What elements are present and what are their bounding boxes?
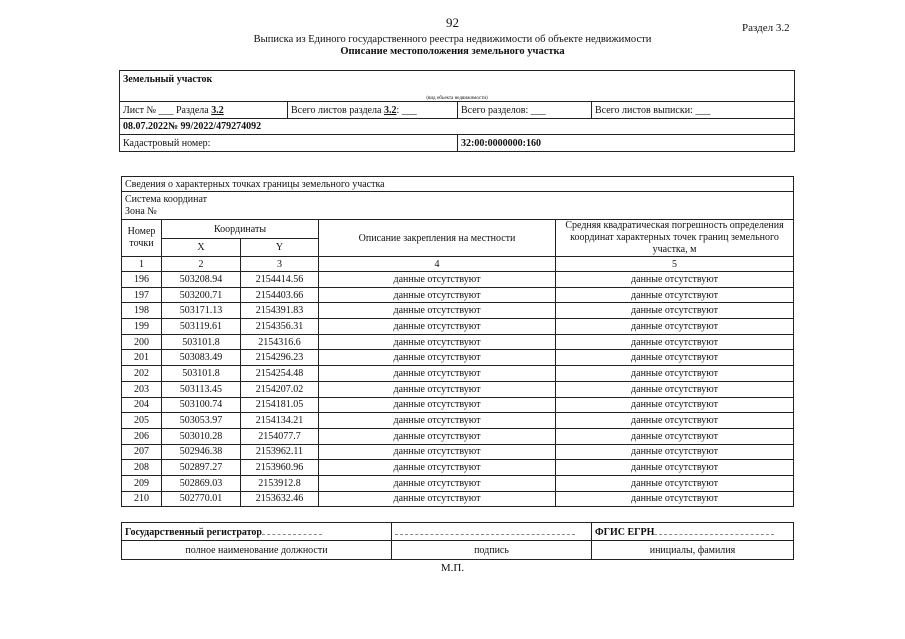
point-description: данные отсутствуют xyxy=(319,272,556,288)
point-error: данные отсутствуют xyxy=(556,428,794,444)
object-type-caption: (вид объекта недвижимости) xyxy=(120,88,795,102)
document-title: Выписка из Единого государственного реестра недвижимости об объекте недвижимости xyxy=(253,34,652,45)
point-error: данные отсутствуют xyxy=(556,272,794,288)
point-number: 197 xyxy=(122,287,162,303)
point-error: данные отсутствуют xyxy=(556,287,794,303)
table-row xyxy=(122,381,794,397)
point-number: 207 xyxy=(122,444,162,460)
point-description: данные отсутствуют xyxy=(319,475,556,491)
coord-y: 2154296.23 xyxy=(241,350,319,366)
col-header-y: Y xyxy=(241,239,319,257)
point-error: данные отсутствуют xyxy=(556,397,794,413)
registrar-cell xyxy=(122,523,392,541)
point-error: данные отсутствуют xyxy=(556,491,794,507)
point-error: данные отсутствуют xyxy=(556,460,794,476)
coord-y: 2153912.8 xyxy=(241,475,319,491)
cadastral-number: 32:00:0000000:160 xyxy=(458,135,795,152)
coord-y: 2154254.48 xyxy=(241,366,319,382)
coord-y: 2154077.7 xyxy=(241,428,319,444)
point-error: данные отсутствуют xyxy=(556,381,794,397)
coord-x: 502897.27 xyxy=(162,460,241,476)
system-label: ФГИС ЕГРН xyxy=(595,526,655,538)
coordinate-system-cell xyxy=(122,192,794,220)
signature-line xyxy=(395,526,575,535)
table-row xyxy=(122,303,794,319)
cadastral-label: Кадастровый номер: xyxy=(120,135,458,152)
sheet-number-label: Лист № ___ Раздела xyxy=(123,104,209,116)
caption-signature: подпись xyxy=(392,541,592,560)
coordinate-system: Система координат xyxy=(125,194,208,205)
caption-position: полное наименование должности xyxy=(122,541,392,560)
point-error: данные отсутствуют xyxy=(556,475,794,491)
coord-x: 502946.38 xyxy=(162,444,241,460)
col-index-2: 2 xyxy=(162,257,241,272)
signature-table xyxy=(121,522,794,560)
object-info-table xyxy=(119,70,795,152)
point-number: 209 xyxy=(122,475,162,491)
table-row xyxy=(122,444,794,460)
point-error: данные отсутствуют xyxy=(556,303,794,319)
point-description: данные отсутствуют xyxy=(319,444,556,460)
coord-y: 2154403.66 xyxy=(241,287,319,303)
point-error: данные отсутствуют xyxy=(556,444,794,460)
coord-y: 2153962.11 xyxy=(241,444,319,460)
coord-x: 502770.01 xyxy=(162,491,241,507)
coord-x: 503083.49 xyxy=(162,350,241,366)
table-row xyxy=(122,475,794,491)
table-row xyxy=(122,319,794,335)
system-line xyxy=(654,526,774,535)
table-row xyxy=(122,491,794,507)
col-header-coords: Координаты xyxy=(162,220,319,239)
table-row xyxy=(122,287,794,303)
coord-y: 2153960.96 xyxy=(241,460,319,476)
col-index-5: 5 xyxy=(556,257,794,272)
boundary-points-table xyxy=(121,176,794,507)
point-error: данные отсутствуют xyxy=(556,350,794,366)
point-description: данные отсутствуют xyxy=(319,397,556,413)
registrar-line xyxy=(262,526,322,535)
point-description: данные отсутствуют xyxy=(319,491,556,507)
col-header-number: Номер точки xyxy=(122,220,162,257)
total-sections: Всего разделов: ___ xyxy=(458,102,592,119)
point-description: данные отсутствуют xyxy=(319,287,556,303)
point-description: данные отсутствуют xyxy=(319,460,556,476)
point-number: 199 xyxy=(122,319,162,335)
coord-x: 503053.97 xyxy=(162,413,241,429)
point-description: данные отсутствуют xyxy=(319,334,556,350)
total-sheets-section-number: 3.2 xyxy=(383,104,397,116)
total-sheets: Всего листов выписки: ___ xyxy=(592,102,795,119)
point-number: 210 xyxy=(122,491,162,507)
point-description: данные отсутствуют xyxy=(319,319,556,335)
table-row xyxy=(122,334,794,350)
table-row xyxy=(122,428,794,444)
table-row xyxy=(122,413,794,429)
coord-x: 502869.03 xyxy=(162,475,241,491)
point-number: 204 xyxy=(122,397,162,413)
point-number: 196 xyxy=(122,272,162,288)
zone-number: Зона № xyxy=(125,206,157,217)
object-type: Земельный участок xyxy=(120,71,795,88)
sheet-number-cell xyxy=(120,102,288,119)
caption-name: инициалы, фамилия xyxy=(592,541,794,560)
coord-y: 2154391.83 xyxy=(241,303,319,319)
col-header-x: X xyxy=(162,239,241,257)
section-label: Раздел 3.2 xyxy=(742,22,790,34)
point-description: данные отсутствуют xyxy=(319,381,556,397)
total-sheets-section-tail: : ___ xyxy=(396,104,417,116)
point-number: 200 xyxy=(122,334,162,350)
point-description: данные отсутствуют xyxy=(319,428,556,444)
coord-x: 503101.8 xyxy=(162,366,241,382)
coord-x: 503101.8 xyxy=(162,334,241,350)
table-row xyxy=(122,272,794,288)
point-rows xyxy=(122,272,794,507)
point-error: данные отсутствуют xyxy=(556,319,794,335)
date-and-number: 08.07.2022№ 99/2022/479274092 xyxy=(120,119,795,135)
coord-y: 2154207.02 xyxy=(241,381,319,397)
point-description: данные отсутствуют xyxy=(319,303,556,319)
col-index-1: 1 xyxy=(122,257,162,272)
point-error: данные отсутствуют xyxy=(556,366,794,382)
col-header-description: Описание закрепления на местности xyxy=(319,220,556,257)
document-subtitle: Описание местоположения земельного участка xyxy=(340,46,565,57)
coord-y: 2153632.46 xyxy=(241,491,319,507)
point-description: данные отсутствуют xyxy=(319,413,556,429)
coord-y: 2154316.6 xyxy=(241,334,319,350)
point-number: 203 xyxy=(122,381,162,397)
coord-y: 2154414.56 xyxy=(241,272,319,288)
point-number: 202 xyxy=(122,366,162,382)
coord-y: 2154181.05 xyxy=(241,397,319,413)
stamp-place: М.П. xyxy=(440,562,465,574)
point-number: 198 xyxy=(122,303,162,319)
point-number: 205 xyxy=(122,413,162,429)
coord-x: 503119.61 xyxy=(162,319,241,335)
coord-x: 503200.71 xyxy=(162,287,241,303)
registrar-label: Государственный регистратор xyxy=(125,526,262,538)
table-row xyxy=(122,350,794,366)
point-error: данные отсутствуют xyxy=(556,334,794,350)
table-row xyxy=(122,460,794,476)
points-title: Сведения о характерных точках границы земельного участка xyxy=(122,177,794,192)
point-number: 201 xyxy=(122,350,162,366)
signature-line-cell xyxy=(392,523,592,541)
coord-y: 2154356.31 xyxy=(241,319,319,335)
table-row xyxy=(122,397,794,413)
table-row xyxy=(122,366,794,382)
point-error: данные отсутствуют xyxy=(556,413,794,429)
system-cell xyxy=(592,523,794,541)
coord-x: 503113.45 xyxy=(162,381,241,397)
col-header-error: Средняя квадратическая погрешность определения координат характерных точек границ земельного участка, м xyxy=(556,220,794,257)
sheet-section-number: 3.2 xyxy=(211,104,224,116)
coord-x: 503100.74 xyxy=(162,397,241,413)
point-description: данные отсутствуют xyxy=(319,350,556,366)
total-sheets-section-label: Всего листов раздела xyxy=(291,104,382,116)
coord-x: 503010.28 xyxy=(162,428,241,444)
point-number: 206 xyxy=(122,428,162,444)
col-index-3: 3 xyxy=(241,257,319,272)
total-sheets-section-cell xyxy=(288,102,458,119)
point-description: данные отсутствуют xyxy=(319,366,556,382)
point-number: 208 xyxy=(122,460,162,476)
col-index-4: 4 xyxy=(319,257,556,272)
coord-x: 503208.94 xyxy=(162,272,241,288)
page-number: 92 xyxy=(446,15,459,30)
coord-x: 503171.13 xyxy=(162,303,241,319)
coord-y: 2154134.21 xyxy=(241,413,319,429)
